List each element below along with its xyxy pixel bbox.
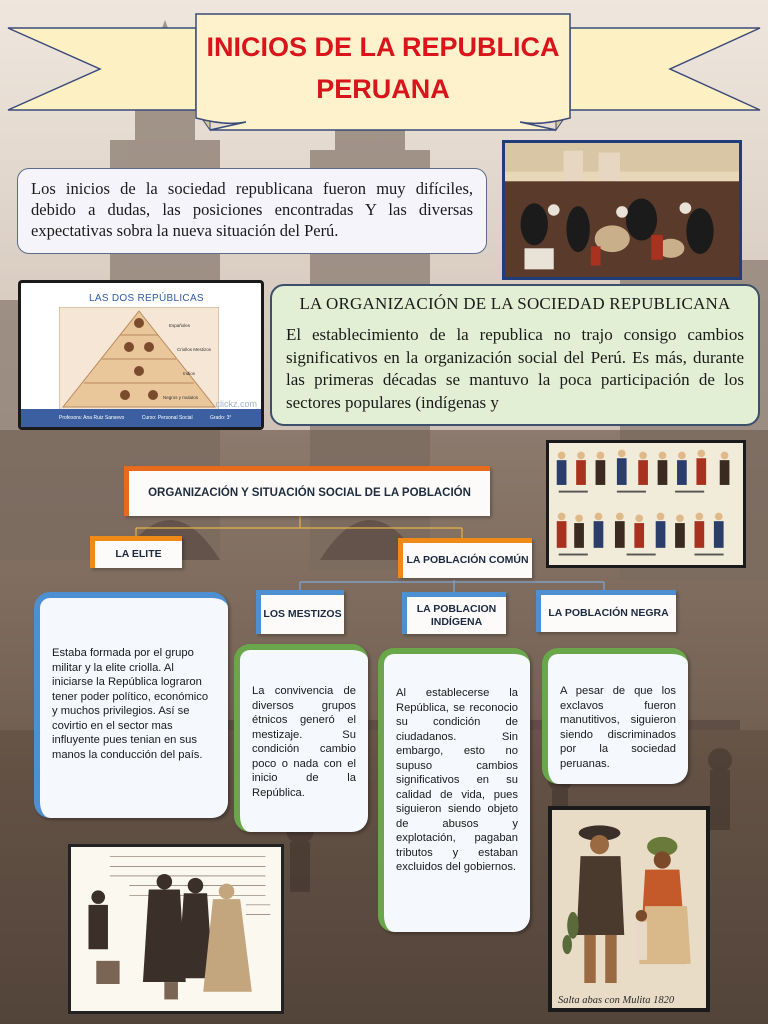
title-line-1: INICIOS DE LA REPUBLICA [206, 32, 560, 62]
vendor-caption: Salta abas con Mulita 1820 [558, 995, 675, 1006]
class-pyramid-diagram [59, 307, 219, 411]
castes-illustration [546, 440, 746, 568]
node-poblacion-indigena: LA POBLACION INDÍGENA [402, 592, 506, 634]
colonial-figures-drawing [68, 844, 284, 1014]
node-la-elite: LA ELITE [90, 536, 182, 568]
page-title [196, 14, 570, 126]
pyramid-label-2: Criollos Mestizos [177, 347, 212, 352]
organization-text: El establecimiento de la republica no trajo consigo cambios significativos en la organización social del Perú. Es más, durante las primeras décadas se mantuvo la poca participación de los sectores populares (indígenas y [286, 325, 744, 412]
pyramid-label-1: Españoles [169, 323, 191, 328]
concept-map-title: ORGANIZACIÓN Y SITUACIÓN SOCIAL DE LA POBLACIÓN [124, 466, 490, 516]
intro-text-box: Los inicios de la sociedad republicana fueron muy difíciles, debido a dudas, las posiciones encontradas Y las diversas expectativas sobra la nueva situación del Perú. [17, 168, 487, 254]
slide-footer-course: Curso: Personal Social [141, 415, 193, 421]
title-line-2: PERUANA [316, 74, 450, 104]
slide-footer [21, 409, 261, 427]
node-poblacion-negra: LA POBLACIÓN NEGRA [536, 590, 676, 632]
organization-heading: LA ORGANIZACIÓN DE LA SOCIEDAD REPUBLICANA [299, 294, 731, 313]
pyramid-label-3: Indios [183, 371, 196, 376]
card-negra-description: A pesar de que los exclavos fueron manutitivos, siguieron siendo discriminados por la sociedad peruanas. [542, 648, 688, 784]
slide-footer-teacher: Profesora: Ana Ruiz Sansevo [59, 415, 125, 421]
plaza-market-painting [502, 140, 742, 280]
slide-watermark: clickz.com [215, 399, 257, 409]
card-indigena-description: Al establecerse la República, se reconocio su condición de ciudadanos. Sin embargo, esto no supuso cambios significativos en su calidad de vida, pues siguieron siendo objeto de abusos y explotación, pagaban tributos y estaban excluidos del gobiernos. [378, 648, 530, 932]
card-elite-description: Estaba formada por el grupo militar y la elite criolla. Al iniciarse la República lograron tener poder político, económico y muchos privilegios. Así se covirtio en el sector mas influyente pues tenian en sus manos la conducción del país. [34, 592, 228, 818]
slide-title: LAS DOS REPÚBLICAS [89, 293, 204, 304]
node-los-mestizos: LOS MESTIZOS [256, 590, 344, 634]
node-poblacion-comun: LA POBLACIÓN COMÚN [398, 538, 532, 578]
slide-footer-grade: Grado: 3° [209, 415, 232, 421]
dos-republicas-slide [18, 280, 264, 430]
pyramid-label-4: Negros y mulatos [163, 395, 199, 400]
card-mestizos-description: La convivencia de diversos grupos étnicos generó el mestizaje. Su condición cambio poco o nada con el inicio de la República. [234, 644, 368, 832]
organization-box [270, 284, 760, 426]
vendor-watercolor [548, 806, 710, 1012]
